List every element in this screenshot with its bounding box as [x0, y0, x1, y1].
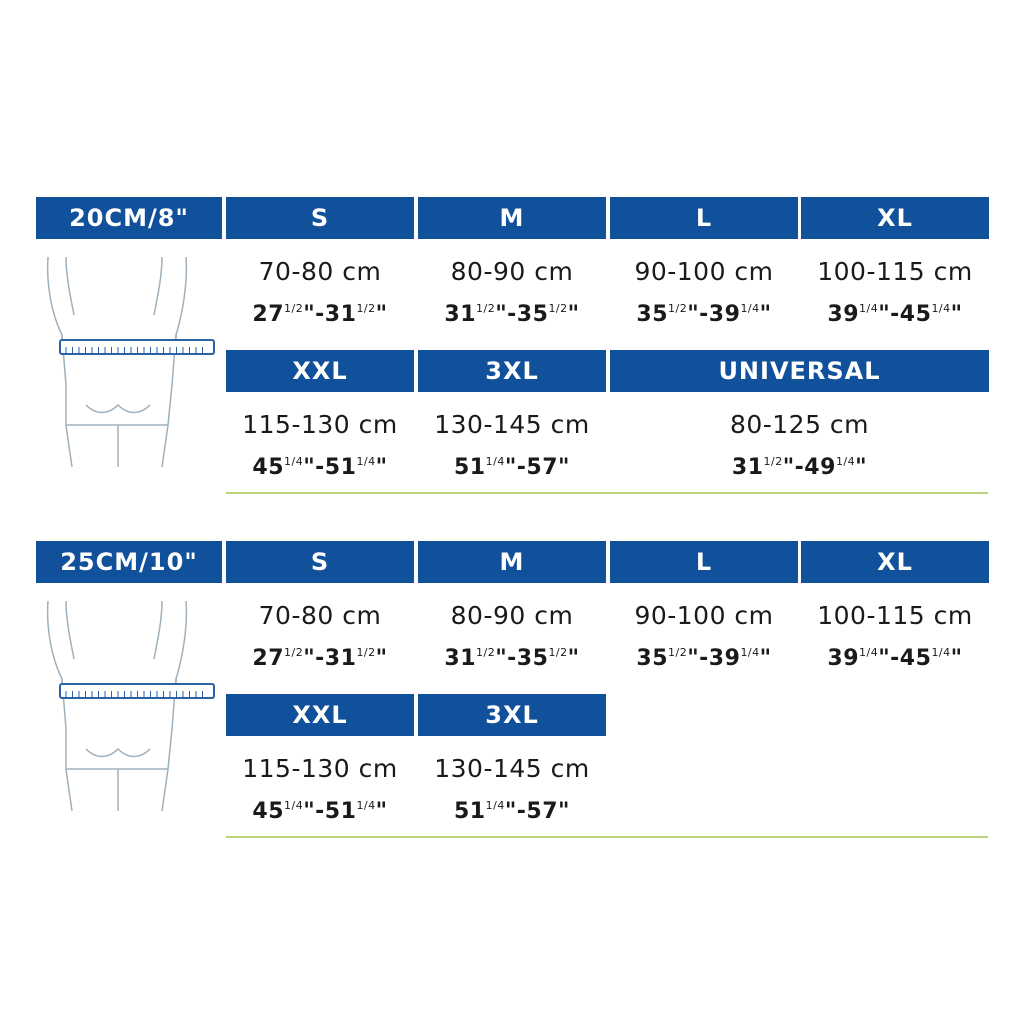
inch-number: 31: [444, 302, 477, 327]
inch-suffix: ": [950, 302, 963, 327]
inch-number: 51: [454, 455, 486, 480]
size-range-cell: [418, 408, 606, 488]
inch-suffix: ": [855, 455, 868, 480]
size-range-cell: [418, 599, 606, 679]
inch-suffix: "-51: [303, 455, 357, 480]
inch-fraction: 1/4: [284, 455, 304, 468]
inch-number: 39: [827, 302, 860, 327]
size-range-cell: [418, 752, 606, 832]
inch-range: [226, 289, 414, 335]
inch-fraction: 1/2: [284, 302, 304, 315]
cm-range: 80-125 cm: [729, 410, 870, 439]
inch-number: 27: [252, 646, 285, 671]
inch-suffix: ": [567, 646, 580, 671]
inch-suffix: "-45: [878, 302, 932, 327]
cm-range: 130-145 cm: [434, 754, 590, 783]
inch-suffix: ": [567, 302, 580, 327]
size-range-cell: [610, 599, 798, 679]
size-range-cell: [801, 599, 989, 679]
inch-range: [226, 442, 414, 488]
size-header: XL: [801, 197, 989, 239]
inch-suffix: "-51: [303, 799, 357, 824]
inch-number: 45: [252, 455, 285, 480]
waist-measurement-figure: [36, 599, 222, 819]
inch-fraction: 1/4: [284, 799, 304, 812]
cm-range: 100-115 cm: [817, 601, 973, 630]
inch-fraction: 1/2: [668, 302, 688, 315]
inch-number: 31: [444, 646, 477, 671]
size-header: L: [610, 197, 798, 239]
cm-range: 100-115 cm: [817, 257, 973, 286]
inch-fraction: 1/4: [740, 646, 760, 659]
belt-width-label: 25CM/10": [36, 541, 222, 583]
size-header: S: [226, 197, 414, 239]
inch-fraction: 1/4: [356, 799, 376, 812]
inch-suffix: "-49: [782, 455, 836, 480]
inch-range: [610, 289, 798, 335]
cm-range: 130-145 cm: [434, 410, 590, 439]
size-range-cell: [226, 408, 414, 488]
inch-suffix: "-31: [303, 646, 357, 671]
section-divider: [226, 836, 988, 838]
size-header: S: [226, 541, 414, 583]
inch-suffix: "-35: [495, 646, 549, 671]
inch-suffix: "-39: [687, 302, 741, 327]
inch-fraction: 1/4: [859, 646, 879, 659]
size-header: M: [418, 541, 606, 583]
belt-width-label: 20CM/8": [36, 197, 222, 239]
inch-fraction: 1/4: [356, 455, 376, 468]
inch-fraction: 1/2: [763, 455, 783, 468]
inch-suffix: "-57": [504, 799, 570, 824]
inch-suffix: "-39: [687, 646, 741, 671]
inch-suffix: ": [375, 302, 388, 327]
inch-fraction: 1/4: [931, 302, 951, 315]
size-header: XXL: [226, 350, 414, 392]
inch-number: 35: [636, 646, 669, 671]
size-header: XXL: [226, 694, 414, 736]
inch-suffix: ": [759, 646, 772, 671]
size-range-cell: [226, 255, 414, 335]
inch-suffix: ": [375, 455, 388, 480]
cm-range: 90-100 cm: [634, 257, 774, 286]
inch-suffix: ": [759, 302, 772, 327]
cm-range: 90-100 cm: [634, 601, 774, 630]
inch-number: 39: [827, 646, 860, 671]
inch-number: 27: [252, 302, 285, 327]
size-range-cell: [610, 408, 989, 488]
size-range-cell: [801, 255, 989, 335]
inch-fraction: 1/2: [548, 302, 568, 315]
size-range-cell: [610, 255, 798, 335]
cm-range: 80-90 cm: [450, 257, 574, 286]
waist-measurement-figure: [36, 255, 222, 475]
size-range-cell: [226, 752, 414, 832]
cm-range: 115-130 cm: [242, 410, 398, 439]
inch-fraction: 1/4: [859, 302, 879, 315]
inch-range: [418, 442, 606, 488]
inch-range: [801, 289, 989, 335]
inch-range: [801, 633, 989, 679]
size-header: 3XL: [418, 350, 606, 392]
inch-range: [226, 633, 414, 679]
inch-suffix: "-57": [504, 455, 570, 480]
cm-range: 70-80 cm: [258, 257, 382, 286]
inch-suffix: ": [375, 799, 388, 824]
size-header: 3XL: [418, 694, 606, 736]
inch-fraction: 1/2: [548, 646, 568, 659]
inch-fraction: 1/2: [356, 646, 376, 659]
inch-suffix: "-45: [878, 646, 932, 671]
inch-fraction: 1/2: [668, 646, 688, 659]
inch-number: 51: [454, 799, 486, 824]
cm-range: 70-80 cm: [258, 601, 382, 630]
inch-fraction: 1/4: [485, 455, 505, 468]
cm-range: 115-130 cm: [242, 754, 398, 783]
inch-range: [610, 442, 989, 488]
inch-fraction: 1/4: [485, 799, 505, 812]
inch-fraction: 1/2: [476, 302, 496, 315]
inch-fraction: 1/2: [356, 302, 376, 315]
inch-fraction: 1/2: [284, 646, 304, 659]
size-header: M: [418, 197, 606, 239]
inch-range: [610, 633, 798, 679]
cm-range: 80-90 cm: [450, 601, 574, 630]
inch-fraction: 1/4: [835, 455, 856, 468]
size-header: XL: [801, 541, 989, 583]
size-header: UNIVERSAL: [610, 350, 989, 392]
inch-range: [226, 786, 414, 832]
inch-fraction: 1/4: [931, 646, 951, 659]
inch-suffix: "-31: [303, 302, 357, 327]
size-range-cell: [418, 255, 606, 335]
inch-number: 35: [636, 302, 669, 327]
inch-range: [418, 289, 606, 335]
inch-suffix: "-35: [495, 302, 549, 327]
inch-number: 45: [252, 799, 285, 824]
inch-range: [418, 633, 606, 679]
size-range-cell: [226, 599, 414, 679]
inch-suffix: ": [375, 646, 388, 671]
section-divider: [226, 492, 988, 494]
inch-fraction: 1/4: [740, 302, 760, 315]
inch-fraction: 1/2: [476, 646, 496, 659]
inch-range: [418, 786, 606, 832]
size-header: L: [610, 541, 798, 583]
inch-suffix: ": [950, 646, 963, 671]
inch-number: 31: [731, 455, 764, 480]
